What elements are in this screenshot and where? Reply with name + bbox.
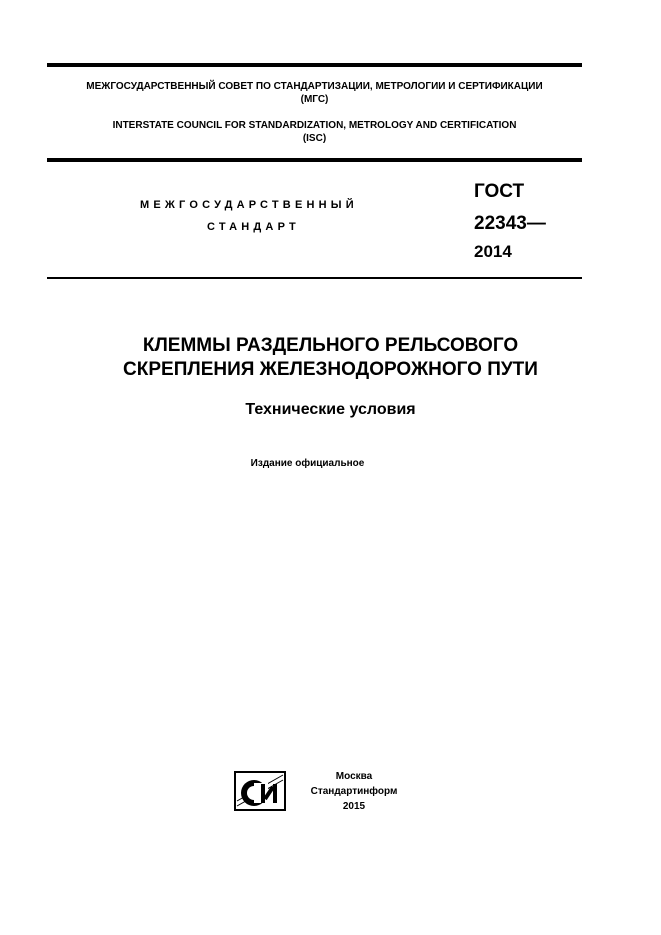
council-name-ru-abbr: (МГС) — [300, 94, 329, 105]
gost-number: 22343— — [474, 213, 546, 234]
document-subtitle: Технические условия — [245, 401, 416, 418]
top-rule — [47, 63, 582, 67]
council-name-en — [47, 119, 582, 145]
council-name-ru-line1: МЕЖГОСУДАРСТВЕННЫЙ СОВЕТ ПО СТАНДАРТИЗАЦИИ, МЕТРОЛОГИИ И СЕРТИФИКАЦИИ — [86, 81, 543, 92]
council-name-en-line1: INTERSTATE COUNCIL FOR STANDARDIZATION, METROLOGY AND CERTIFICATION — [112, 120, 517, 131]
council-name-en-abbr: (ISC) — [302, 133, 327, 144]
edition-label: Издание официальное — [250, 458, 365, 469]
publisher-year: 2015 — [342, 801, 366, 812]
designation-bottom-rule — [47, 277, 582, 279]
document-title-line1: КЛЕММЫ РАЗДЕЛЬНОГО РЕЛЬСОВОГО — [142, 335, 519, 356]
document-title-line2: СКРЕПЛЕНИЯ ЖЕЛЕЗНОДОРОЖНОГО ПУТИ — [123, 359, 538, 380]
publisher-city: Москва — [335, 771, 373, 782]
gost-designation — [474, 180, 546, 264]
standartinform-logo-icon — [234, 771, 286, 811]
header-bottom-rule — [47, 158, 582, 162]
publisher-name: Стандартинформ — [310, 786, 398, 797]
council-name-ru — [47, 80, 582, 106]
gost-year: 2014 — [474, 242, 512, 261]
publisher-info — [288, 769, 420, 814]
gost-label: ГОСТ — [474, 181, 525, 202]
standard-kind-line2: СТАНДАРТ — [207, 221, 300, 233]
standard-kind-line1: МЕЖГОСУДАРСТВЕННЫЙ — [140, 199, 358, 211]
